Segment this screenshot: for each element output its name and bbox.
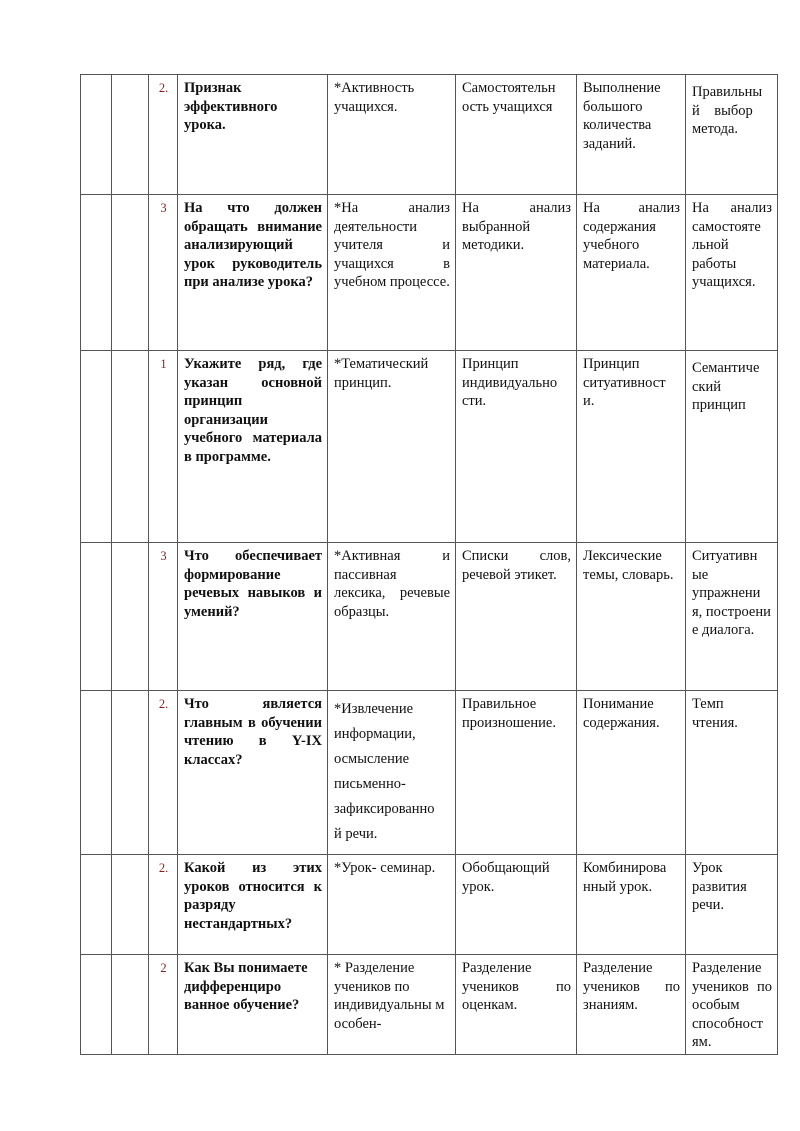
blank-cell bbox=[81, 195, 112, 351]
blank-cell bbox=[81, 351, 112, 543]
answer-correct: *Активность учащихся. bbox=[328, 75, 456, 195]
question-weight: 2. bbox=[149, 691, 178, 855]
answer-option: Комбинирова нный урок. bbox=[577, 855, 686, 955]
question-text: Что обеспечивает формирование речевых навыков и умений? bbox=[178, 543, 328, 691]
answer-option: Понимание содержания. bbox=[577, 691, 686, 855]
answer-option: На анализ самостояте льной работы учащихся. bbox=[686, 195, 778, 351]
blank-cell bbox=[112, 955, 149, 1055]
answer-correct: *Извлечение информации, осмысление письменно- зафиксированно й речи. bbox=[328, 691, 456, 855]
blank-cell bbox=[112, 855, 149, 955]
answer-option: Разделение учеников по оценкам. bbox=[456, 955, 577, 1055]
blank-cell bbox=[81, 75, 112, 195]
blank-cell bbox=[81, 543, 112, 691]
blank-cell bbox=[81, 691, 112, 855]
table-row bbox=[81, 955, 778, 1055]
questions-table bbox=[80, 74, 778, 1055]
blank-cell bbox=[81, 955, 112, 1055]
answer-option: Принцип ситуативност и. bbox=[577, 351, 686, 543]
table-row bbox=[81, 543, 778, 691]
answer-option: Темп чтения. bbox=[686, 691, 778, 855]
answer-option: На анализ выбранной методики. bbox=[456, 195, 577, 351]
blank-cell bbox=[112, 543, 149, 691]
answer-option: Принцип индивидуально сти. bbox=[456, 351, 577, 543]
answer-option: Списки слов, речевой этикет. bbox=[456, 543, 577, 691]
table-row bbox=[81, 195, 778, 351]
question-weight: 2. bbox=[149, 855, 178, 955]
answer-option: Правильны й выбор метода. bbox=[686, 75, 778, 195]
answer-correct: *Активная и пассивная лексика, речевые образцы. bbox=[328, 543, 456, 691]
answer-option: Ситуативн ые упражнени я, построени е диалога. bbox=[686, 543, 778, 691]
question-text: Что является главным в обучении чтению в Y-IX классах? bbox=[178, 691, 328, 855]
answer-option: На анализ содержания учебного материала. bbox=[577, 195, 686, 351]
blank-cell bbox=[112, 691, 149, 855]
table-row bbox=[81, 691, 778, 855]
answer-option: Семантиче ский принцип bbox=[686, 351, 778, 543]
question-text: Укажите ряд, где указан основной принцип организации учебного материала в программе. bbox=[178, 351, 328, 543]
answer-option: Разделение учеников по знаниям. bbox=[577, 955, 686, 1055]
answer-correct: *На анализ деятельности учителя и учащихся в учебном процессе. bbox=[328, 195, 456, 351]
question-weight: 3 bbox=[149, 195, 178, 351]
question-weight: 2. bbox=[149, 75, 178, 195]
answer-option: Урок развития речи. bbox=[686, 855, 778, 955]
answer-correct: *Урок- семинар. bbox=[328, 855, 456, 955]
answer-option: Лексические темы, словарь. bbox=[577, 543, 686, 691]
blank-cell bbox=[112, 351, 149, 543]
answer-option: Обобщающий урок. bbox=[456, 855, 577, 955]
question-text: Какой из этих уроков относится к разряду нестандартных? bbox=[178, 855, 328, 955]
question-text: Как Вы понимаете дифференциро ванное обучение? bbox=[178, 955, 328, 1055]
table-row bbox=[81, 75, 778, 195]
question-weight: 3 bbox=[149, 543, 178, 691]
answer-option: Разделение учеников по особым способност ям. bbox=[686, 955, 778, 1055]
answer-option: Правильное произношение. bbox=[456, 691, 577, 855]
question-weight: 2 bbox=[149, 955, 178, 1055]
table-row bbox=[81, 855, 778, 955]
blank-cell bbox=[112, 195, 149, 351]
question-weight: 1 bbox=[149, 351, 178, 543]
table-row bbox=[81, 351, 778, 543]
answer-correct: * Разделение учеников по индивидуальны м особен- bbox=[328, 955, 456, 1055]
question-text: На что должен обращать внимание анализирующий урок руководитель при анализе урока? bbox=[178, 195, 328, 351]
answer-option: Выполнение большого количества заданий. bbox=[577, 75, 686, 195]
blank-cell bbox=[81, 855, 112, 955]
question-text: Признак эффективного урока. bbox=[178, 75, 328, 195]
blank-cell bbox=[112, 75, 149, 195]
answer-option: Самостоятельн ость учащихся bbox=[456, 75, 577, 195]
answer-correct: *Тематический принцип. bbox=[328, 351, 456, 543]
